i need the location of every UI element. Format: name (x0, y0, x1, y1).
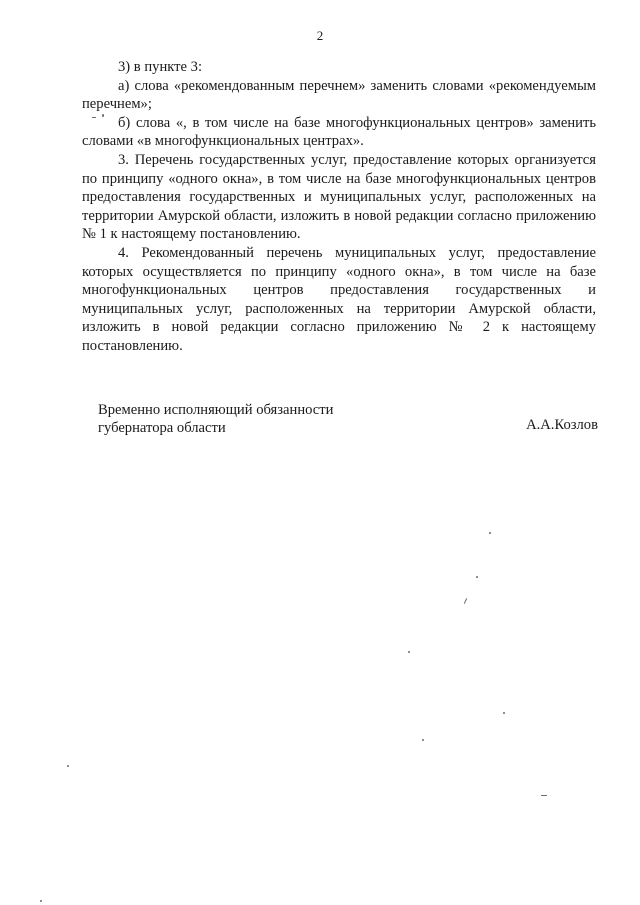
paragraph-point-3: 3. Перечень государственных услуг, предоставление которых организуется по принципу «одного окна», в том числе на базе многофункциональных центров предоставления государственных и муниципальных услуг, расположенных на территории Амурской области, изложить в новой редакции согласно приложению № 1 к настоящему постановлению. (82, 151, 596, 243)
scan-noise-mark (422, 739, 424, 741)
scan-noise-mark (67, 765, 69, 767)
signatory-position-line-1: Временно исполняющий обязанности (98, 402, 334, 418)
scan-noise-mark (503, 712, 505, 714)
page-number: 2 (316, 28, 324, 43)
paragraph-point-4: 4. Рекомендованный перечень муниципальных услуг, предоставление которых осуществляется по принципу «одного окна», в том числе на базе многофункциональных центров предоставления государственных и муниципальных услуг, расположенных на территории Амурской области, изложить в новой редакции согласно приложению № 2 к настоящему постановлению. (82, 244, 596, 354)
scan-noise-mark (476, 576, 478, 578)
scan-noise-mark (408, 651, 410, 653)
scan-noise-mark (464, 598, 467, 604)
scan-noise-mark (541, 795, 547, 796)
paragraph-item-3: 3) в пункте 3: (118, 59, 203, 75)
signature-block (98, 401, 598, 437)
paragraph-subitem-a: а) слова «рекомендованным перечнем» заменить словами «рекомендуемым перечнем»; (82, 77, 596, 113)
scan-noise-mark (40, 900, 42, 902)
paragraph-subitem-b: б) слова «, в том числе на базе многофункциональных центров» заменить словами «в многофункциональных центрах». (82, 114, 596, 150)
document-body (82, 58, 596, 356)
scan-noise-mark (102, 114, 104, 117)
scan-noise-mark (489, 532, 491, 534)
signatory-name: А.А.Козлов (526, 417, 598, 433)
signatory-position-line-2: губернатора области (98, 420, 226, 436)
scan-noise-mark (92, 117, 96, 118)
